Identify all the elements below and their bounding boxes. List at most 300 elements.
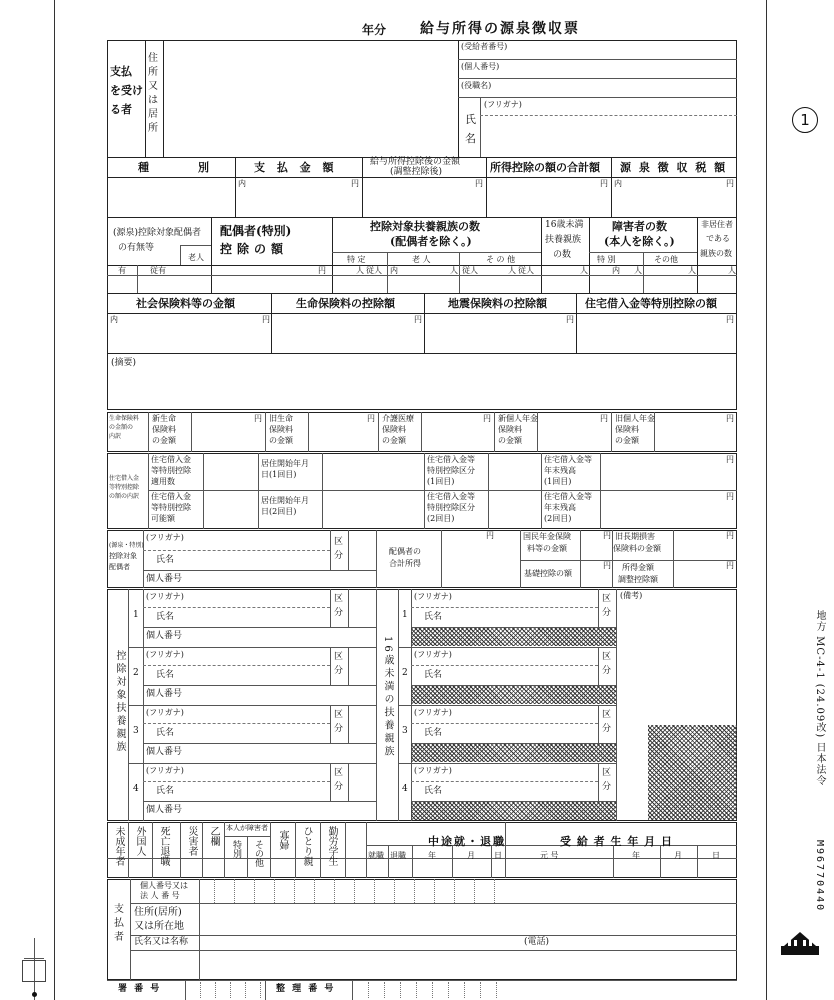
- life-divider: [191, 412, 192, 452]
- dep-furigana: (フリガナ): [146, 766, 184, 775]
- nin-1: 人: [356, 266, 364, 275]
- pension-2: 料等の金額: [527, 544, 567, 553]
- dep16-number: 1: [402, 610, 408, 620]
- after-deduction-header: 給与所得控除後の金額: [370, 157, 461, 167]
- life-item-label: 保険料: [615, 425, 639, 434]
- life-item-yen: 円: [367, 414, 375, 423]
- life-divider: [421, 412, 422, 452]
- spouse-deduction-2: 控除の額: [220, 242, 289, 256]
- housing-detail-side: 住宅借入金 等特別控除 の額の内訳: [109, 475, 140, 500]
- footer-cell: [215, 982, 216, 998]
- housing-balance2-label: (2回目): [544, 514, 572, 523]
- payer-num-1: 個人番号又は: [140, 881, 188, 890]
- dep-furigana-line: [143, 607, 330, 608]
- payer-num-cell: [334, 879, 335, 903]
- under16-2: 扶養親族: [545, 235, 582, 245]
- receiver-number-label: (受給者番号): [461, 42, 508, 51]
- dep-name: 氏名: [156, 670, 175, 680]
- address-label: 住 所 又 は 居 所: [148, 53, 158, 134]
- footer-cell: [384, 982, 385, 998]
- after-deduction-sub: (調整控除後): [390, 167, 443, 177]
- life-divider: [308, 412, 309, 452]
- disabled-1: 障害者の数: [612, 220, 667, 233]
- spouse-deduction-1: 配偶者(特別): [220, 224, 292, 238]
- life-detail-side: 生命保険料 の金額の 内訳: [109, 415, 140, 440]
- spouse-kubun-2: 分: [334, 551, 344, 561]
- payer-num-cell: [434, 879, 435, 903]
- under16-3: の数: [553, 250, 572, 260]
- crop-mark-dot: [32, 992, 37, 997]
- status-cell-divider: [295, 858, 296, 878]
- dep-mynum: 個人番号: [146, 747, 183, 757]
- payer-num-cell: [294, 879, 295, 903]
- housing-kubun1-label: 住宅借入金等: [427, 455, 475, 464]
- dep-name-line: [143, 743, 376, 744]
- dep-kubun-1: 区: [334, 594, 344, 604]
- status-cell-divider: [128, 858, 129, 878]
- dep16-furigana-line: [411, 665, 598, 666]
- spouse-name: 氏名: [156, 555, 175, 565]
- dep16-furigana: (フリガナ): [414, 650, 452, 659]
- spouse-income-yen: 円: [486, 531, 494, 540]
- dep-name: 氏名: [156, 786, 175, 796]
- life-yen: 円: [414, 315, 422, 324]
- dependents-side-label: 控除対象扶養親族: [114, 650, 125, 754]
- tsuki-label-2: 月: [674, 851, 682, 860]
- payer-tel: (電話): [524, 937, 550, 947]
- dep-mynum: 個人番号: [146, 689, 183, 699]
- dep-name-line: [143, 685, 376, 686]
- dep-kubun-right: [348, 589, 349, 627]
- housing-balance2-label: 住宅借入金等: [544, 492, 592, 501]
- dep16-kubun-left: [598, 705, 599, 743]
- dep16-kubun-2: 分: [602, 724, 612, 734]
- payer-addr-1: 住所(居所): [134, 907, 182, 918]
- status-minor: 未成年者: [113, 826, 124, 866]
- dep-kubun-2: 分: [334, 782, 344, 792]
- dep-kubun-left: [330, 705, 331, 743]
- dep-furigana: (フリガナ): [146, 592, 184, 601]
- life-item-label: 旧生命: [269, 414, 293, 423]
- paid-yen: 円: [351, 179, 359, 188]
- status-cell-divider: [224, 858, 225, 878]
- payer-num-cell: [254, 879, 255, 903]
- nin-3: 人: [508, 266, 516, 275]
- my-number-label: (個人番号): [461, 62, 500, 71]
- payer-num-cell: [314, 879, 315, 903]
- dep16-furigana: (フリガナ): [414, 708, 452, 717]
- dep16-hatch: [411, 686, 616, 704]
- life-item-yen: 円: [600, 414, 608, 423]
- kind-header-1: 種: [138, 161, 149, 174]
- social-yen: 円: [262, 315, 270, 324]
- status-divider: [224, 822, 225, 858]
- old-quake-1: 旧長期損害: [615, 532, 655, 541]
- dep-kubun-1: 区: [334, 652, 344, 662]
- payer-addr-2: 又は所在地: [134, 921, 184, 932]
- hi-label-1: 日: [494, 851, 502, 860]
- dep-count-1: 控除対象扶養親族の数: [370, 220, 480, 233]
- deduction-total-header: 所得控除の額の合計額: [490, 161, 600, 174]
- furigana-label: (フリガナ): [484, 100, 522, 109]
- footer-divider: [352, 980, 353, 1000]
- dep16-furigana: (フリガナ): [414, 592, 452, 601]
- dep-row-divider: [128, 763, 376, 764]
- status-divider: [270, 822, 271, 858]
- life-item-label: の金額: [269, 436, 293, 445]
- quake-insurance-header: 地震保険料の控除額: [448, 297, 547, 310]
- life-item-yen: 円: [726, 414, 734, 423]
- dep16-kubun-1: 区: [602, 652, 612, 662]
- housing-header: 住宅借入金等特別控除の額: [585, 297, 717, 310]
- dep-kubun-1: 区: [334, 768, 344, 778]
- status-otsu: 乙欄: [208, 826, 219, 846]
- footer-cell: [480, 982, 481, 998]
- dep16-kubun-left: [598, 589, 599, 627]
- dep16-furigana-line: [411, 723, 598, 724]
- page-number-mark: 1: [792, 107, 818, 133]
- payer-num-cell: [354, 879, 355, 903]
- status-divider: [295, 822, 296, 858]
- juunin-2: 従人: [462, 266, 478, 275]
- life-item-label: の金額: [152, 436, 176, 445]
- housing-applied-label: 等特別控除: [151, 466, 191, 475]
- dep-kubun-left: [330, 763, 331, 801]
- dep-row-divider: [128, 705, 376, 706]
- dep-row-divider: [128, 647, 376, 648]
- status-cell-divider: [247, 858, 248, 878]
- dep16-kubun-left: [598, 647, 599, 685]
- right-border-line: [766, 0, 767, 1000]
- footer-cell: [416, 982, 417, 998]
- dep-furigana-line: [143, 665, 330, 666]
- old-quake-yen: 円: [726, 531, 734, 540]
- dep16-furigana: (フリガナ): [414, 766, 452, 775]
- housing-start1-label: 居住開始年月: [261, 459, 309, 468]
- form-code: 地方 MC-4-1 (24.09改) 日本法令: [814, 610, 825, 787]
- life-item-label: 介護医療: [382, 414, 414, 423]
- nin-5: 人: [634, 266, 642, 275]
- dep-number: 4: [133, 784, 139, 794]
- housing-yen-1: 円: [726, 455, 734, 464]
- payer-num-cell: [494, 879, 495, 903]
- footer-cell: [496, 982, 497, 998]
- nen-label-2: 年: [632, 851, 640, 860]
- footer-cell: [448, 982, 449, 998]
- life-item-yen: 円: [483, 414, 491, 423]
- dep16-hatch: [411, 744, 616, 762]
- basic-deduction: 基礎控除の額: [524, 569, 572, 578]
- juu-label: 従有: [150, 266, 166, 275]
- position-label: (役職名): [461, 81, 492, 90]
- dep-kubun-right: [348, 763, 349, 801]
- widow-label: 寡婦: [277, 830, 288, 850]
- status-cell-divider: [320, 858, 321, 878]
- status-death: 死亡退職: [158, 826, 169, 866]
- housing-yen: 円: [726, 315, 734, 324]
- name-label-2: 名: [465, 132, 476, 145]
- spouse-income-1: 配偶者の: [389, 547, 421, 556]
- adjust-2: 調整控除額: [618, 575, 658, 584]
- year-label: 年分: [362, 23, 387, 37]
- dep16-kubun-2: 分: [602, 782, 612, 792]
- left-border-line: [54, 0, 55, 1000]
- life-divider: [378, 412, 379, 452]
- dep-number: 3: [133, 726, 139, 736]
- life-item-label: 保険料: [152, 425, 176, 434]
- life-item-label: 保険料: [269, 425, 293, 434]
- life-item-label: 新生命: [152, 414, 176, 423]
- status-divider: [320, 822, 321, 858]
- housing-detail-frame: [107, 453, 737, 529]
- spouse-furigana: (フリガナ): [146, 533, 184, 542]
- dep-name-line: [143, 627, 376, 628]
- dep-furigana-line: [143, 723, 330, 724]
- single-label: ひとり親: [301, 826, 312, 866]
- dep-furigana: (フリガナ): [146, 650, 184, 659]
- nin-7: 人: [728, 266, 736, 275]
- status-divider: [247, 836, 248, 858]
- status-disaster: 災害者: [186, 826, 197, 856]
- nonres-1: 非居住者: [701, 220, 733, 229]
- self-disabled-label: 本人が障害者: [226, 824, 268, 832]
- dep16-name: 氏名: [424, 612, 443, 622]
- life-divider: [611, 412, 612, 452]
- under16-side-label: 16歳未満の扶養親族: [382, 636, 393, 759]
- payer-side: 支 払 者: [114, 904, 124, 943]
- housing-kubun2-label: 特別控除区分: [427, 503, 475, 512]
- dep-kubun-right: [348, 647, 349, 685]
- dep16-furigana-line: [411, 607, 598, 608]
- dep16-kubun-2: 分: [602, 608, 612, 618]
- dep-name-line: [143, 801, 376, 802]
- serial-number: M96770440: [814, 840, 825, 913]
- status-divider: [345, 822, 346, 858]
- housing-start1-label: 日(1回目): [261, 470, 297, 479]
- payer-num-2: 法 人 番 号: [140, 891, 180, 900]
- dep16-hatch: [411, 628, 616, 646]
- spouse-mynum: 個人番号: [146, 574, 183, 584]
- dep-count-2: (配偶者を除く。): [390, 235, 472, 248]
- tsuki-label-1: 月: [467, 851, 475, 860]
- dep16-row-divider: [398, 763, 616, 764]
- status-cell-divider: [180, 858, 181, 878]
- footer-cell: [400, 982, 401, 998]
- payer-num-cell: [394, 879, 395, 903]
- spouse-ded-yen: 円: [318, 266, 326, 275]
- housing-applied-label: 適用数: [151, 477, 175, 486]
- nin-2: 人: [450, 266, 458, 275]
- pension-yen: 円: [603, 531, 611, 540]
- mid-year-header: 中途就・退職: [428, 835, 506, 848]
- dep-kubun-left: [330, 647, 331, 685]
- status-cell-divider: [345, 858, 346, 878]
- hi-label-2: 日: [712, 851, 720, 860]
- quake-yen: 円: [566, 315, 574, 324]
- bikou-label: (備考): [620, 591, 643, 600]
- housing-yen-2: 円: [726, 492, 734, 501]
- basic-yen: 円: [603, 561, 611, 570]
- shomei-label: 署 番 号: [118, 984, 162, 994]
- life-divider: [494, 412, 495, 452]
- uchi-2: 内: [612, 266, 620, 275]
- life-divider: [265, 412, 266, 452]
- shu-label: 就職: [368, 851, 384, 860]
- footer-cell: [432, 982, 433, 998]
- payer-num-cell: [234, 879, 235, 903]
- life-item-yen: 円: [254, 414, 262, 423]
- dep-number: 1: [133, 610, 139, 620]
- status-divider: [366, 822, 367, 878]
- total-yen: 円: [600, 179, 608, 188]
- status-divider: [180, 822, 181, 858]
- spouse-kubun-1: 区: [334, 537, 344, 547]
- publisher-logo-icon: [780, 928, 820, 956]
- life-insurance-header: 生命保険料の控除額: [296, 297, 395, 310]
- payer-num-cell: [454, 879, 455, 903]
- spouse-head-2: の有無等: [118, 243, 155, 253]
- tax-header: 源 泉 徴 収 税 額: [620, 161, 728, 174]
- life-item-label: 保険料: [382, 425, 406, 434]
- bikou-hatch: [648, 725, 737, 820]
- dep16-kubun-2: 分: [602, 666, 612, 676]
- life-item-label: の金額: [382, 436, 406, 445]
- dep-kubun-2: 分: [334, 724, 344, 734]
- dep-name: 氏名: [156, 612, 175, 622]
- payer-num-cell: [214, 879, 215, 903]
- juunin-1: 従人: [366, 266, 382, 275]
- dep16-kubun-1: 区: [602, 710, 612, 720]
- status-divider: [202, 822, 203, 858]
- form-title: 給与所得の源泉徴収票: [420, 21, 580, 37]
- social-inner: 内: [110, 315, 118, 324]
- payer-name: 氏名又は名称: [134, 937, 189, 947]
- footer-cell: [230, 982, 231, 998]
- footer-cell: [200, 982, 201, 998]
- adjust-1: 所得金額: [622, 563, 654, 572]
- dep-kubun-1: 区: [334, 710, 344, 720]
- dep16-kubun-1: 区: [602, 594, 612, 604]
- footer-divider: [265, 980, 266, 1000]
- nen-label-1: 年: [428, 851, 436, 860]
- payer-num-cell: [374, 879, 375, 903]
- tax-yen: 円: [726, 179, 734, 188]
- yes-label: 有: [118, 266, 126, 275]
- pension-1: 国民年金保険: [523, 532, 571, 541]
- nonres-2: である: [706, 234, 730, 243]
- tokubetsu-label: 特 別: [597, 255, 616, 264]
- dep16-number: 3: [402, 726, 408, 736]
- under16-1: 16歳未満: [545, 220, 584, 230]
- sonota-label: その他: [253, 840, 263, 867]
- housing-balance2-label: 年末残高: [544, 503, 576, 512]
- dep16-name: 氏名: [424, 670, 443, 680]
- life-item-label: の金額: [615, 436, 639, 445]
- status-foreign: 外国人: [134, 826, 145, 856]
- gengo-label: 元 号: [540, 851, 559, 860]
- dep16-number: 4: [402, 784, 408, 794]
- tax-inner: 内: [614, 179, 622, 188]
- dep16-row-divider: [398, 705, 616, 706]
- footer-cell: [260, 982, 261, 998]
- housing-kubun2-label: (2回目): [427, 514, 455, 523]
- footer-cell: [368, 982, 369, 998]
- social-insurance-header: 社会保険料等の金額: [136, 297, 235, 310]
- tai-label: 退職: [390, 851, 406, 860]
- seiri-label: 整 理 番 号: [276, 984, 336, 994]
- payer-num-cell: [414, 879, 415, 903]
- housing-balance1-label: (1回目): [544, 477, 572, 486]
- sonota-label: そ の 他: [486, 255, 516, 264]
- housing-kubun1-label: (1回目): [427, 477, 455, 486]
- dep-mynum: 個人番号: [146, 631, 183, 641]
- paid-amount-header: 支 払 金 額: [254, 161, 338, 174]
- old-quake-2: 保険料の金額: [613, 544, 661, 553]
- uchi-1: 内: [390, 266, 398, 275]
- status-divider: [128, 822, 129, 858]
- crop-mark-box: [22, 960, 46, 982]
- life-item-label: 旧個人年金: [615, 414, 655, 423]
- kind-header-2: 別: [198, 161, 209, 174]
- housing-kubun1-label: 特別控除区分: [427, 466, 475, 475]
- dep16-kubun-1: 区: [602, 768, 612, 778]
- dep16-hatch: [411, 802, 616, 820]
- dep-kubun-2: 分: [334, 666, 344, 676]
- after-yen: 円: [475, 179, 483, 188]
- life-item-label: 保険料: [498, 425, 522, 434]
- recipient-side-label: 支払 を受け る者: [110, 65, 143, 116]
- spouse-income-2: 合計所得: [389, 559, 421, 568]
- rojin-label: 老人: [188, 253, 204, 262]
- dep-kubun-2: 分: [334, 608, 344, 618]
- status-cell-divider: [152, 858, 153, 878]
- status-cell-divider: [270, 858, 271, 878]
- dep-furigana: (フリガナ): [146, 708, 184, 717]
- spouse-head-1: (源泉)控除対象配偶者: [113, 228, 202, 238]
- housing-possible-label: 住宅借入金: [151, 492, 191, 501]
- tokutei-label: 特 定: [347, 255, 366, 264]
- rojin2-label: 老 人: [412, 255, 431, 264]
- dep-kubun-right: [348, 705, 349, 743]
- dep16-number: 2: [402, 668, 408, 678]
- sonota2-label: その他: [654, 255, 678, 264]
- housing-balance1-label: 住宅借入金等: [544, 455, 592, 464]
- footer-divider: [185, 980, 186, 1000]
- dep16-row-divider: [398, 647, 616, 648]
- dep16-name: 氏名: [424, 786, 443, 796]
- name-label-1: 氏: [465, 113, 476, 126]
- dep-name: 氏名: [156, 728, 175, 738]
- dep16-furigana-line: [411, 781, 598, 782]
- disabled-2: (本人を除く。): [604, 235, 675, 248]
- dep-number: 2: [133, 668, 139, 678]
- status-divider: [152, 822, 153, 858]
- payer-num-cell: [474, 879, 475, 903]
- dep-mynum: 個人番号: [146, 805, 183, 815]
- dep16-kubun-left: [598, 763, 599, 801]
- tokubetsu-label: 特別: [231, 840, 241, 858]
- nonres-3: 親族の数: [700, 249, 732, 258]
- juunin-3: 従人: [518, 266, 534, 275]
- housing-possible-label: 可能額: [151, 514, 175, 523]
- nin-6: 人: [688, 266, 696, 275]
- tekiyo-label: (摘要): [111, 358, 137, 368]
- nin-4: 人: [580, 266, 588, 275]
- status-cell-divider: [202, 858, 203, 878]
- life-item-label: の金額: [498, 436, 522, 445]
- housing-applied-label: 住宅借入金: [151, 455, 191, 464]
- student-label: 勤労学生: [326, 826, 337, 866]
